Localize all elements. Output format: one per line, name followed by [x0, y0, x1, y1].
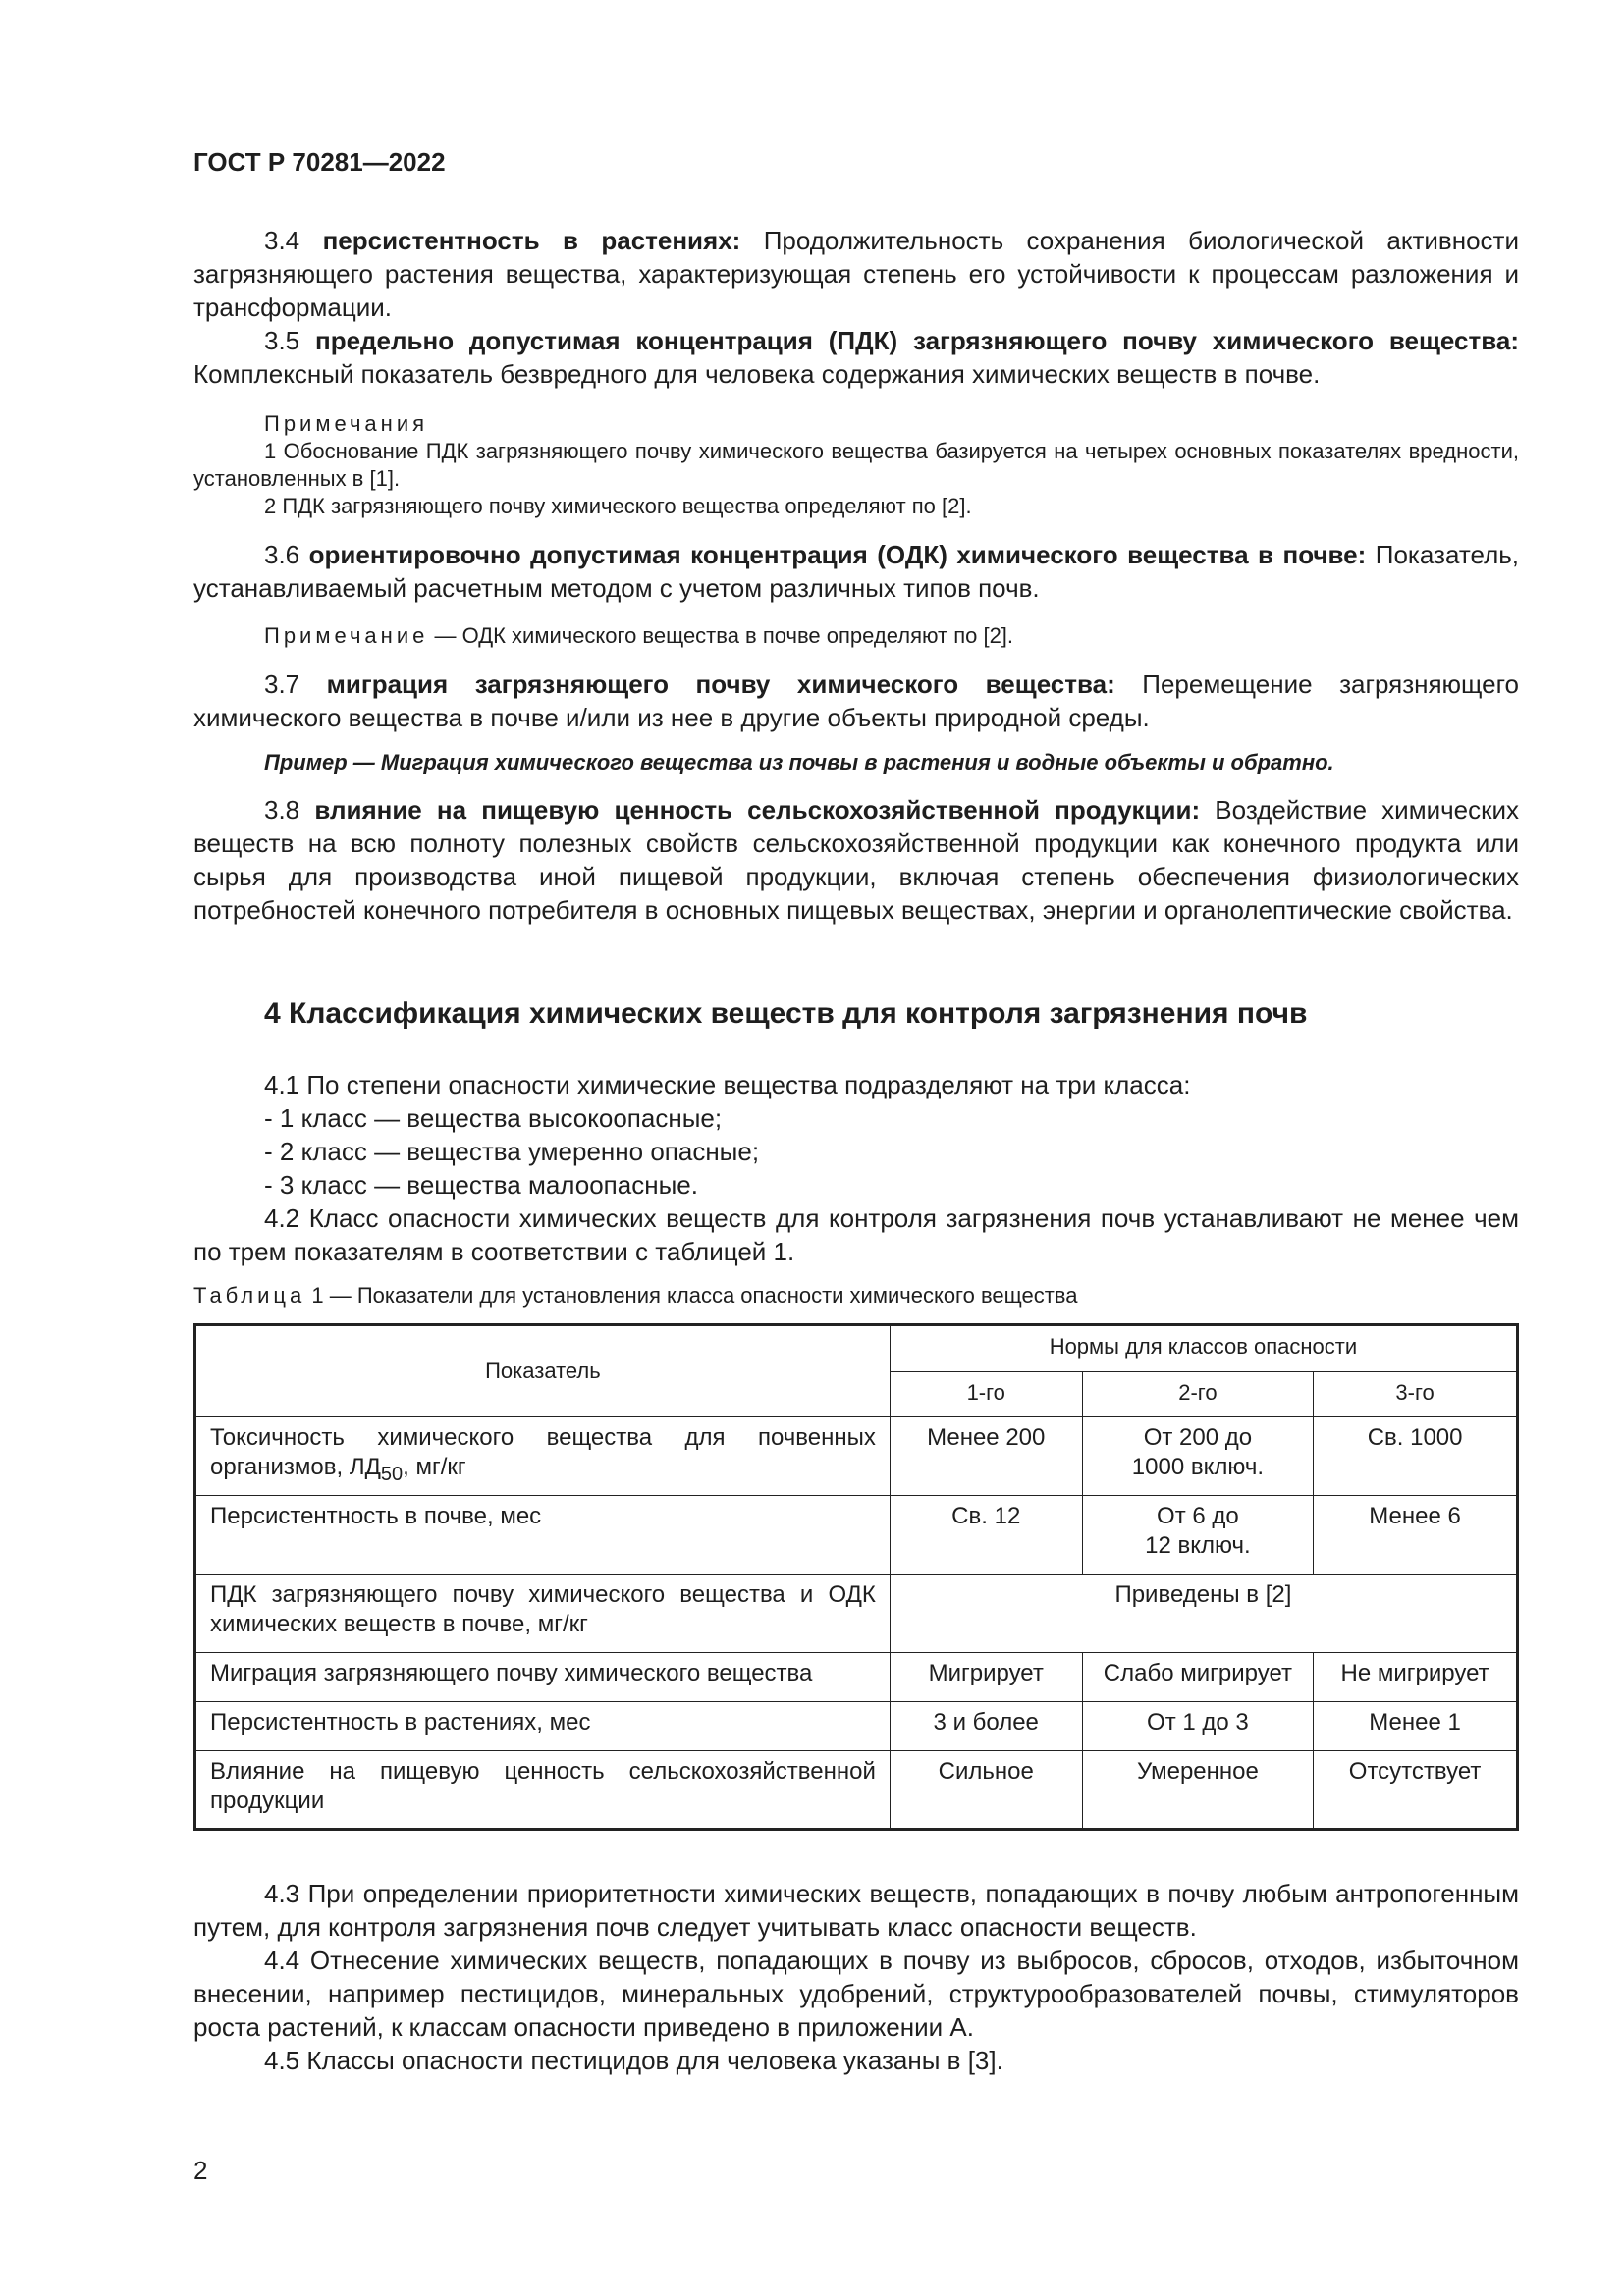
cell: Менее 200	[890, 1417, 1082, 1496]
clause-3-8: 3.8 влияние на пищевую ценность сельскохозяйственной продукции: Воздействие химических веществ на всю полноту полезных свойств сельскохозяйственной продукции как конечного продукта или сырья для производства иной пищевой продукции, включая степень обеспечения физиологических потребностей конечного потребителя в основных пищевых веществах, энергии и органолептические свойства.	[193, 795, 1519, 925]
note-3-6: Примечание — ОДК химического вещества в почве определяют по [2].	[264, 623, 1014, 648]
row-label: Персистентность в почве, мес	[195, 1496, 891, 1575]
term: влияние на пищевую ценность сельскохозяйственной продукции:	[314, 795, 1201, 825]
list-4-1-item: - 3 класс — вещества малоопасные.	[264, 1170, 698, 1200]
header-norms: Нормы для классов опасности	[890, 1325, 1517, 1372]
clause-3-7: 3.7 миграция загрязняющего почву химического вещества: Перемещение загрязняющего химического вещества в почве и/или из нее в другие объекты природной среды.	[193, 669, 1519, 732]
term: предельно допустимая концентрация (ПДК) загрязняющего почву химического вещества:	[314, 326, 1519, 355]
term: ориентировочно допустимая концентрация (ОДК) химического вещества в почве:	[308, 540, 1367, 569]
table-caption: Таблица 1 — Показатели для установления класса опасности химического вещества	[193, 1283, 1078, 1308]
cell: Св. 1000	[1314, 1417, 1518, 1496]
list-4-1-item: - 1 класс — вещества высокоопасные;	[264, 1103, 723, 1133]
table-row	[195, 1417, 1518, 1496]
term: персистентность в растениях:	[322, 226, 741, 255]
cell: Отсутствует	[1314, 1751, 1518, 1830]
para-4-3: 4.3 При определении приоритетности химических веществ, попадающих в почву любым антропогенным путем, для контроля загрязнения почв следует учитывать класс опасности веществ.	[193, 1879, 1519, 1942]
cell: От 6 до 12 включ.	[1082, 1496, 1314, 1575]
cell: Не мигрирует	[1314, 1653, 1518, 1702]
section-4-title: 4 Классификация химических веществ для контроля загрязнения почв	[264, 997, 1308, 1030]
term: миграция загрязняющего почву химического вещества:	[326, 669, 1115, 699]
cell: Слабо мигрирует	[1082, 1653, 1314, 1702]
table-row	[195, 1702, 1518, 1751]
para-4-5: 4.5 Классы опасности пестицидов для человека указаны в [3].	[264, 2046, 1003, 2075]
row-label: Миграция загрязняющего почву химического вещества	[195, 1653, 891, 1702]
note-1: 1 Обоснование ПДК загрязняющего почву химического вещества базируется на четырех основных показателях вредности, установленных в [1].	[193, 439, 1519, 491]
header-class-2: 2-го	[1082, 1372, 1314, 1417]
table-1	[193, 1323, 1519, 1831]
para-4-2: 4.2 Класс опасности химических веществ для контроля загрязнения почв устанавливают не менее чем по трем показателям в соответствии с таблицей 1.	[193, 1203, 1519, 1266]
cell: Св. 12	[890, 1496, 1082, 1575]
cell: От 1 до 3	[1082, 1702, 1314, 1751]
notes-title: Примечания	[264, 411, 429, 436]
example-3-7: Пример — Миграция химического вещества из почвы в растения и водные объекты и обратно.	[264, 750, 1334, 774]
table-row	[195, 1653, 1518, 1702]
document-header: ГОСТ Р 70281—2022	[193, 147, 446, 177]
table-row	[195, 1751, 1518, 1830]
row-label: Персистентность в растениях, мес	[195, 1702, 891, 1751]
row-label: Влияние на пищевую ценность сельскохозяйственной продукции	[195, 1751, 891, 1830]
clause-3-5: 3.5 предельно допустимая концентрация (ПДК) загрязняющего почву химического вещества: Комплексный показатель безвредного для человека содержания химических веществ в почве.	[193, 326, 1519, 389]
para-4-4: 4.4 Отнесение химических веществ, попадающих в почву из выбросов, сбросов, отходов, избыточном внесении, например пестицидов, минеральных удобрений, структурообразователей почвы, стимуляторов роста растений, к классам опасности приведено в приложении А.	[193, 1946, 1519, 2042]
para-4-1: 4.1 По степени опасности химические вещества подразделяют на три класса:	[264, 1070, 1191, 1099]
clause-3-6: 3.6 ориентировочно допустимая концентрация (ОДК) химического вещества в почве: Показатель, устанавливаемый расчетным методом с учетом различных типов почв.	[193, 540, 1520, 603]
page-number: 2	[193, 2156, 208, 2185]
cell: Менее 1	[1314, 1702, 1518, 1751]
header-class-1: 1-го	[890, 1372, 1082, 1417]
merged-cell: Приведены в [2]	[890, 1575, 1517, 1653]
cell: 3 и более	[890, 1702, 1082, 1751]
cell: От 200 до 1000 включ.	[1082, 1417, 1314, 1496]
row-label: Токсичность химического вещества для почвенных организмов, $ЛД_{50}$, мг/кг	[195, 1417, 891, 1496]
cell: Мигрирует	[890, 1653, 1082, 1702]
row-label: ПДК загрязняющего почву химического вещества и ОДК химических веществ в почве, мг/кг	[195, 1575, 891, 1653]
note-2: 2 ПДК загрязняющего почву химического вещества определяют по [2].	[264, 494, 972, 518]
list-4-1-item: - 2 класс — вещества умеренно опасные;	[264, 1137, 760, 1166]
table-1-wrapper	[193, 1323, 1519, 1831]
table-row	[195, 1575, 1518, 1653]
cell: Умеренное	[1082, 1751, 1314, 1830]
clause-3-4: 3.4 персистентность в растениях: Продолжительность сохранения биологической активности загрязняющего растения вещества, характеризующая степень его устойчивости к процессам разложения и трансформации.	[193, 226, 1519, 322]
table-row	[195, 1496, 1518, 1575]
cell: Менее 6	[1314, 1496, 1518, 1575]
table-header-row	[195, 1325, 1518, 1372]
cell: Сильное	[890, 1751, 1082, 1830]
header-indicator: Показатель	[195, 1325, 891, 1417]
header-class-3: 3-го	[1314, 1372, 1518, 1417]
